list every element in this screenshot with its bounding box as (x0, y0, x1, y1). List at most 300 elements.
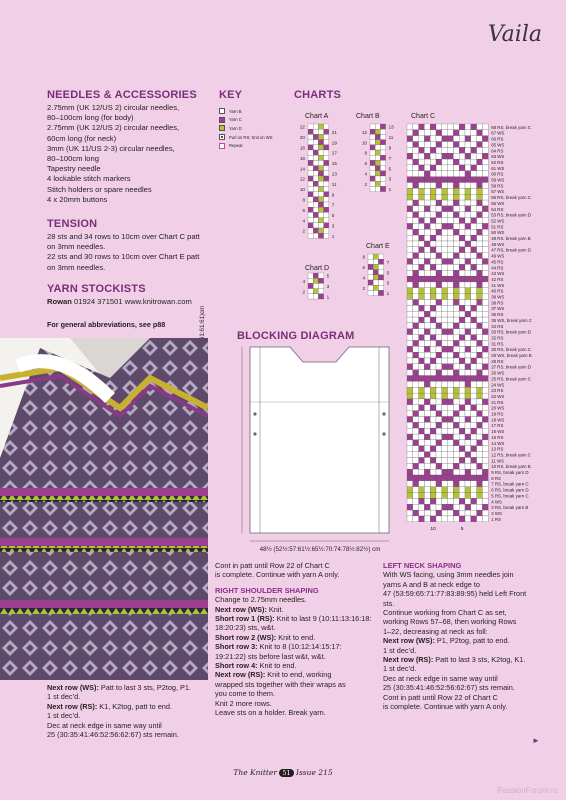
chart-cell (453, 282, 459, 288)
instruction-line (383, 636, 558, 645)
chart-cell (477, 428, 483, 434)
chart-cell (430, 481, 436, 487)
chart-cell (407, 171, 413, 177)
chart-cell (436, 475, 442, 481)
chart-cell (407, 142, 413, 148)
chart-cell (419, 399, 425, 405)
chart-cell (436, 194, 442, 200)
chart-cell (308, 181, 313, 186)
chart-cell (413, 481, 419, 487)
chart-cell (453, 457, 459, 463)
chart-row-label: 11 (388, 135, 394, 141)
chart-c-row-label: 8 RS (491, 475, 501, 481)
text-line: 2.75mm (UK 12/US 2) circular needles, (47, 123, 180, 133)
chart-cell (453, 340, 459, 346)
chart-cell (471, 516, 477, 522)
chart-cell (477, 270, 483, 276)
instruction-text: P1, P2tog, patt to end. (434, 636, 510, 646)
chart-cell (407, 381, 413, 387)
chart-cell (459, 206, 465, 212)
chart-cell (477, 177, 483, 183)
chart-cell (459, 463, 465, 469)
chart-cell (424, 510, 430, 516)
chart-cell (430, 206, 436, 212)
chart-cell (448, 323, 454, 329)
chart-cell (459, 417, 465, 423)
instruction-text: sts. (383, 598, 395, 608)
chart-cell (436, 329, 442, 335)
chart-cell (413, 376, 419, 382)
chart-cell (413, 218, 419, 224)
chart-cell (442, 194, 448, 200)
chart-cell (407, 434, 413, 440)
chart-cell (459, 434, 465, 440)
chart-cell (424, 370, 430, 376)
chart-cell (482, 177, 488, 183)
chart-cell (477, 124, 483, 130)
chart-cell (419, 323, 425, 329)
chart-cell (380, 176, 385, 181)
chart-cell (477, 498, 483, 504)
chart-cell (448, 335, 454, 341)
chart-cell (318, 283, 323, 288)
chart-cell (413, 452, 419, 458)
chart-cell (370, 145, 375, 150)
chart-cell (442, 241, 448, 247)
chart-cell (477, 241, 483, 247)
chart-cell (453, 323, 459, 329)
chart-cell (459, 428, 465, 434)
chart-cell (419, 440, 425, 446)
instruction-line (383, 617, 558, 626)
key-item (219, 107, 289, 116)
chart-c-row-label: 9 RS, break yarn D (491, 470, 529, 475)
key-item (219, 141, 289, 150)
chart-cell (459, 130, 465, 136)
chart-cell (471, 142, 477, 148)
chart-cell (424, 393, 430, 399)
chart-cell (442, 153, 448, 159)
chart-cell (442, 498, 448, 504)
text-line: 4 x 20mm buttons (47, 194, 108, 204)
chart-cell (465, 300, 471, 306)
stockist-brand: Rowan (47, 297, 72, 306)
chart-cell (436, 428, 442, 434)
chart-cell (413, 159, 419, 165)
chart-cell (424, 504, 430, 510)
text-line: is complete. Continue with yarn A only. (215, 570, 340, 580)
chart-cell (324, 202, 329, 207)
chart-cell (436, 352, 442, 358)
chart-cell (407, 487, 413, 493)
chart-cell (482, 270, 488, 276)
chart-cell (477, 171, 483, 177)
chart-cell (482, 411, 488, 417)
chart-cell (324, 155, 329, 160)
chart-cell (424, 434, 430, 440)
chart-cell (424, 493, 430, 499)
footer-mag: The Knitter (233, 768, 277, 777)
instruction-text: 1 st dec’d. (47, 711, 81, 721)
chart-cell (465, 323, 471, 329)
chart-cell (465, 223, 471, 229)
chart-cell (471, 317, 477, 323)
chart-cell (413, 147, 419, 153)
chart-cell (419, 247, 425, 253)
chart-cell (442, 247, 448, 253)
chart-cell (436, 411, 442, 417)
text-line: on 3mm needles. (47, 242, 106, 252)
chart-cell (453, 364, 459, 370)
chart-cell (308, 171, 313, 176)
chart-cell (413, 177, 419, 183)
chart-cell (477, 323, 483, 329)
chart-cell (407, 241, 413, 247)
chart-cell (413, 253, 419, 259)
chart-c-col-label: 5 (460, 525, 464, 531)
chart-cell (368, 254, 373, 259)
instruction-label: Next row (RS): (47, 701, 98, 711)
chart-cell (471, 311, 477, 317)
instruction-line (47, 702, 207, 711)
chart-cell (430, 300, 436, 306)
chart-cell (471, 300, 477, 306)
chart-cell (448, 364, 454, 370)
chart-cell (436, 136, 442, 142)
chart-cell (419, 165, 425, 171)
chart-cell (477, 399, 483, 405)
chart-cell (459, 329, 465, 335)
chart-cell (324, 218, 329, 223)
key-list (219, 107, 289, 150)
chart-cell (482, 235, 488, 241)
chart-cell (373, 290, 378, 295)
chart-cell (318, 150, 323, 155)
chart-cell (436, 323, 442, 329)
chart-cell (448, 481, 454, 487)
instruction-line (383, 589, 558, 598)
chart-row-label: 2 (362, 285, 365, 291)
chart-cell (430, 212, 436, 218)
chart-row-label: 9 (331, 192, 335, 198)
text-line: 28 sts and 34 rows to 10cm over Chart C patt (47, 232, 200, 241)
chart-cell (308, 176, 313, 181)
chart-cell (430, 194, 436, 200)
instruction-label: Next row (RS): (215, 670, 266, 680)
chart-cell (482, 212, 488, 218)
chart-cell (313, 202, 318, 207)
chart-cell (378, 280, 383, 285)
chart-c-row-label: 53 RS, break yarn D (491, 212, 531, 218)
chart-cell (430, 323, 436, 329)
chart-cell (424, 440, 430, 446)
chart-cell (308, 233, 313, 238)
chart-cell (436, 229, 442, 235)
chart-cell (453, 294, 459, 300)
chart-row-label: 7 (386, 259, 390, 265)
chart-cell (413, 329, 419, 335)
chart-cell (471, 434, 477, 440)
instruction-text: Dec at neck edge in same way until (47, 720, 162, 730)
chart-cell (424, 376, 430, 382)
chart-cell (465, 130, 471, 136)
chart-cell (430, 393, 436, 399)
chart-cell (318, 233, 323, 238)
chart-c-row-label: 37 WS (491, 306, 505, 312)
key-label: Repeat (229, 143, 243, 149)
chart-cell (436, 487, 442, 493)
chart-cell (465, 171, 471, 177)
chart-cell (471, 428, 477, 434)
chart-cell (482, 200, 488, 206)
instruction-text: wrapped sts together with their wraps as (215, 679, 346, 689)
chart-cell (413, 229, 419, 235)
chart-cell (380, 181, 385, 186)
chart-cell (471, 165, 477, 171)
chart-cell (436, 142, 442, 148)
chart-cell (482, 136, 488, 142)
chart-cell (442, 475, 448, 481)
chart-cell (419, 188, 425, 194)
chart-cell (448, 229, 454, 235)
chart-cell (482, 457, 488, 463)
chart-cell (453, 200, 459, 206)
chart-cell (465, 346, 471, 352)
chart-cell (368, 290, 373, 295)
chart-cell (430, 200, 436, 206)
chart-cell (465, 142, 471, 148)
chart-cell (459, 493, 465, 499)
chart-cell (370, 181, 375, 186)
instruction-line (47, 683, 207, 692)
chart-cell (424, 212, 430, 218)
instruction-text: working Rows 57–68, then working Rows (383, 617, 517, 627)
chart-cell (419, 259, 425, 265)
chart-cell (419, 346, 425, 352)
chart-cell (465, 159, 471, 165)
chart-cell (471, 264, 477, 270)
chart-cell (419, 171, 425, 177)
chart-cell (477, 305, 483, 311)
key-swatch (219, 117, 225, 123)
chart-cell (448, 177, 454, 183)
chart-cell (471, 147, 477, 153)
chart-cell (313, 134, 318, 139)
chart-cell (413, 317, 419, 323)
chart-row-label: 13 (388, 124, 394, 130)
chart-cell (471, 212, 477, 218)
chart-cell (413, 475, 419, 481)
chart-cell (448, 188, 454, 194)
chart-c-row-label: 24 WS (491, 382, 505, 388)
chart-cell (413, 311, 419, 317)
instruction-line (383, 627, 558, 636)
chart-cell (477, 329, 483, 335)
instruction-text: 1 st dec’d. (47, 692, 81, 702)
chart-cell (373, 264, 378, 269)
chart-row-label: 15 (331, 161, 337, 167)
chart-cell (442, 305, 448, 311)
chart-cell (448, 469, 454, 475)
chart-cell (430, 270, 436, 276)
chart-cell (442, 276, 448, 282)
chart-cell (424, 364, 430, 370)
chart-cell (465, 498, 471, 504)
chart-cell (459, 165, 465, 171)
chart-cell (459, 411, 465, 417)
chart-cell (448, 300, 454, 306)
chart-cell (419, 241, 425, 247)
chart-c-row-label: 22 WS (491, 393, 505, 399)
chart-cell (430, 171, 436, 177)
chart-cell (407, 364, 413, 370)
chart-cell (430, 452, 436, 458)
chart-cell (413, 498, 419, 504)
chart-cell (465, 317, 471, 323)
chart-cell (459, 469, 465, 475)
sweater-photo (0, 338, 208, 680)
chart-cell (448, 130, 454, 136)
chart-cell (471, 335, 477, 341)
chart-row-label: 11 (331, 181, 337, 187)
chart-cell (407, 259, 413, 265)
chart-cell (448, 259, 454, 265)
chart-cell (471, 218, 477, 224)
chart-cell (436, 422, 442, 428)
chart-cell (465, 481, 471, 487)
chart-cell (407, 411, 413, 417)
chart-cell (424, 153, 430, 159)
chart-cell (436, 516, 442, 522)
chart-cell (459, 229, 465, 235)
chart-cell (477, 253, 483, 259)
chart-c-row-label: 34 RS (491, 323, 504, 329)
chart-b-label: Chart B (356, 113, 380, 120)
instruction-text: Knit to 8 (10:12:14:15:17: (257, 642, 342, 652)
chart-cell (471, 381, 477, 387)
chart-cell (448, 183, 454, 189)
chart-row-label: 4 (302, 218, 305, 224)
chart-cell (413, 411, 419, 417)
chart-cell (465, 469, 471, 475)
chart-cell (465, 387, 471, 393)
chart-cell (424, 259, 430, 265)
chart-cell (318, 186, 323, 191)
instruction-line (383, 608, 558, 617)
mid-lines (215, 595, 380, 717)
chart-cell (324, 160, 329, 165)
chart-cell (448, 206, 454, 212)
chart-cell (413, 463, 419, 469)
chart-cell (324, 233, 329, 238)
chart-cell (442, 364, 448, 370)
chart-cell (459, 393, 465, 399)
chart-cell (442, 434, 448, 440)
chart-cell (424, 463, 430, 469)
chart-cell (442, 469, 448, 475)
chart-cell (430, 411, 436, 417)
key-label: Yarn B (229, 108, 242, 114)
chart-cell (459, 381, 465, 387)
chart-cell (448, 147, 454, 153)
chart-cell (324, 186, 329, 191)
chart-cell (430, 218, 436, 224)
instruction-line (383, 674, 558, 683)
chart-cell (436, 270, 442, 276)
chart-cell (419, 136, 425, 142)
chart-c-row-label: 1 RS (491, 516, 501, 522)
chart-cell (442, 446, 448, 452)
chart-c-row-label: 33 RS, break yarn D (491, 329, 531, 335)
chart-cell (453, 194, 459, 200)
chart-c-row-label: 12 RS, break yarn C (491, 452, 531, 458)
chart-cell (442, 200, 448, 206)
chart-cell (407, 206, 413, 212)
chart-cell (380, 166, 385, 171)
chart-cell (482, 516, 488, 522)
chart-cell (419, 381, 425, 387)
watermark: PassionForum.ru (497, 786, 558, 795)
chart-cell (477, 282, 483, 288)
page-title: Vaila (487, 22, 542, 47)
chart-cell (459, 446, 465, 452)
chart-c-row-label: 61 WS (491, 165, 505, 171)
pattern-col-right (383, 561, 558, 712)
chart-c-row-label: 54 RS (491, 206, 504, 212)
chart-cell (459, 247, 465, 253)
chart-cell (313, 166, 318, 171)
chart-cell (482, 124, 488, 130)
chart-cell (442, 177, 448, 183)
chart-cell (424, 147, 430, 153)
chart-cell (477, 264, 483, 270)
chart-c-row-label: 6 RS, break yarn D (491, 487, 529, 493)
instruction-label: Next row (WS): (383, 636, 435, 646)
chart-cell (407, 504, 413, 510)
chart-cell (436, 481, 442, 487)
chart-cell (308, 150, 313, 155)
chart-cell (318, 145, 323, 150)
chart-cell (459, 481, 465, 487)
chart-cell (465, 493, 471, 499)
chart-cell (459, 223, 465, 229)
chart-cell (442, 381, 448, 387)
chart-cell (453, 411, 459, 417)
stockists-section (47, 283, 237, 307)
chart-cell (477, 387, 483, 393)
chart-cell (424, 247, 430, 253)
chart-row-label: 6 (362, 265, 365, 271)
chart-cell (465, 241, 471, 247)
chart-cell (482, 223, 488, 229)
chart-cell (459, 259, 465, 265)
chart-cell (413, 446, 419, 452)
instruction-text: Knit. (266, 604, 284, 614)
chart-cell (459, 364, 465, 370)
chart-cell (313, 192, 318, 197)
chart-cell (308, 228, 313, 233)
chart-cell (453, 165, 459, 171)
chart-cell (413, 504, 419, 510)
chart-cell (419, 498, 425, 504)
chart-cell (430, 487, 436, 493)
chart-cell (430, 370, 436, 376)
chart-cell (430, 504, 436, 510)
chart-c-row-label: 30 RS, break yarn C (491, 347, 531, 353)
chart-row-label: 4 (302, 278, 305, 284)
chart-cell (419, 229, 425, 235)
chart-cell (407, 194, 413, 200)
